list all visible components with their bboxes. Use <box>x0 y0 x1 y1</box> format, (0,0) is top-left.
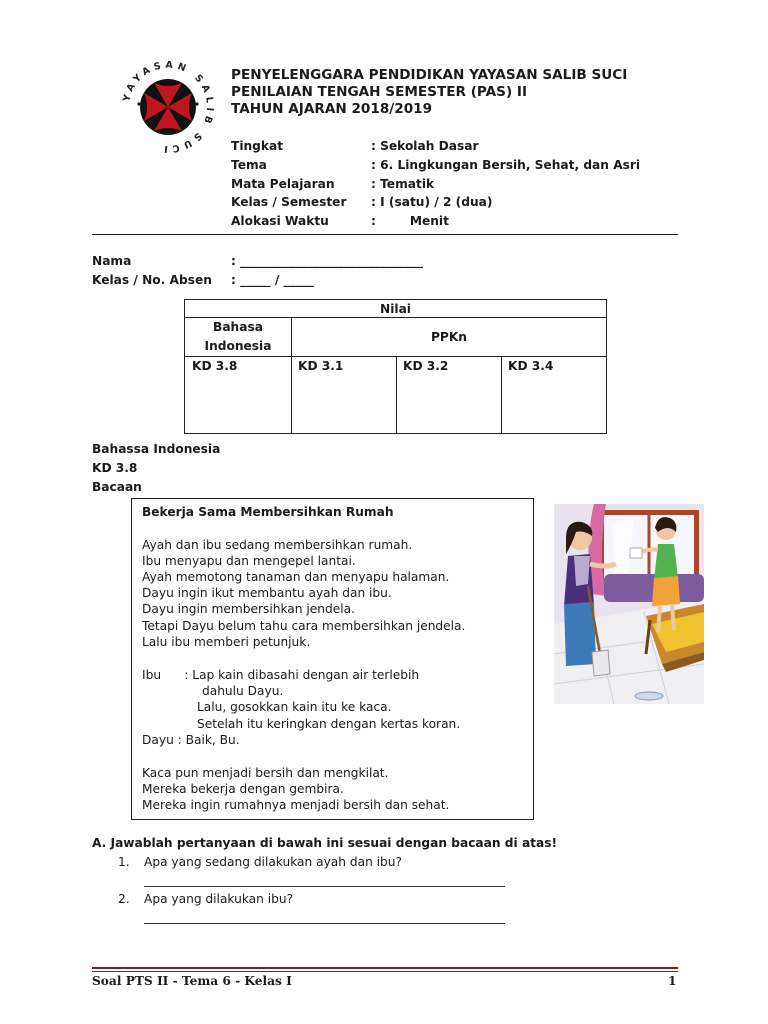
question-number: 2. <box>118 892 130 906</box>
reading-line: Dayu ingin ikut membantu ayah dan ibu. <box>142 586 392 600</box>
footer-rule-thin <box>92 971 678 972</box>
score-table <box>184 299 607 434</box>
score-cell-kd-3-8[interactable] <box>185 357 292 434</box>
meta-label: Kelas / Semester <box>231 195 347 209</box>
reading-line: Kaca pun menjadi bersih dan mengkilat. <box>142 766 389 780</box>
cleaning-illustration <box>554 504 704 704</box>
meta-label: Alokasi Waktu <box>231 214 329 228</box>
name-label: Nama <box>92 254 132 268</box>
score-cell-kd-3-2[interactable] <box>397 357 502 434</box>
question-text: Apa yang sedang dilakukan ayah dan ibu? <box>144 855 402 869</box>
header-exam: PENILAIAN TENGAH SEMESTER (PAS) II <box>231 84 528 100</box>
kd-label: KD 3.2 <box>403 359 449 373</box>
section-kd: KD 3.8 <box>92 461 138 475</box>
meta-row-kelas-semester <box>231 195 671 211</box>
question-text: Apa yang dilakukan ibu? <box>144 892 294 906</box>
reading-line: Setelah itu keringkan dengan kertas koran. <box>197 717 461 731</box>
section-reading-label: Bacaan <box>92 480 142 494</box>
reading-line: Dayu : Baik, Bu. <box>142 733 240 747</box>
reading-line: dahulu Dayu. <box>202 684 284 698</box>
reading-line: Tetapi Dayu belum tahu cara membersihkan jendela. <box>142 619 466 633</box>
meta-value: : Menit <box>371 214 449 228</box>
reading-line: Dayu ingin membersihkan jendela. <box>142 602 355 616</box>
yayasan-salib-suci-logo <box>116 55 220 159</box>
kd-label: KD 3.1 <box>298 359 344 373</box>
name-field[interactable]: : ______________________________ <box>231 254 423 268</box>
footer-page-number: 1 <box>668 974 677 988</box>
question-number: 1. <box>118 855 130 869</box>
meta-value: : Sekolah Dasar <box>371 139 479 153</box>
meta-value: : Tematik <box>371 177 435 191</box>
meta-row-alokasi-waktu <box>231 214 671 230</box>
meta-label: Tingkat <box>231 139 284 153</box>
meta-label: Tema <box>231 158 267 172</box>
score-cell-kd-3-4[interactable] <box>502 357 607 434</box>
section-subject: Bahassa Indonesia <box>92 442 221 456</box>
class-number-field[interactable]: : _____ / _____ <box>231 273 314 287</box>
reading-line: Lalu, gosokkan kain itu ke kaca. <box>197 700 392 714</box>
header-divider <box>92 234 678 235</box>
reading-line: Lalu ibu memberi petunjuk. <box>142 635 311 649</box>
questions-heading: A. Jawablah pertanyaan di bawah ini sesuai dengan bacaan di atas! <box>92 836 558 850</box>
reading-line: Ibu menyapu dan mengepel lantai. <box>142 554 356 568</box>
meta-row-tingkat <box>231 139 671 155</box>
reading-passage-box <box>131 498 534 820</box>
reading-line: Ibu : Lap kain dibasahi dengan air terlebih <box>142 668 420 682</box>
reading-line: Ayah dan ibu sedang membersihkan rumah. <box>142 538 413 552</box>
meta-row-tema <box>231 158 671 174</box>
meta-value: : I (satu) / 2 (dua) <box>371 195 493 209</box>
score-subject-ppkn: PPKn <box>292 318 607 357</box>
reading-line: Mereka ingin rumahnya menjadi bersih dan sehat. <box>142 798 450 812</box>
meta-row-mata-pelajaran <box>231 177 671 193</box>
header-org: PENYELENGGARA PENDIDIKAN YAYASAN SALIB SUCI <box>231 67 628 83</box>
kd-label: KD 3.8 <box>192 359 238 373</box>
footer-rule-thick <box>92 967 678 969</box>
score-subject-bahasa: Bahasa Indonesia <box>185 318 292 357</box>
meta-value: : 6. Lingkungan Bersih, Sehat, dan Asri <box>371 158 641 172</box>
class-number-label: Kelas / No. Absen <box>92 273 212 287</box>
footer-title: Soal PTS II - Tema 6 - Kelas I <box>92 974 292 988</box>
header-year: TAHUN AJARAN 2018/2019 <box>231 101 433 117</box>
answer-line-2[interactable] <box>144 923 505 924</box>
kd-label: KD 3.4 <box>508 359 554 373</box>
reading-line: Ayah memotong tanaman dan menyapu halaman. <box>142 570 450 584</box>
reading-line: Mereka bekerja dengan gembira. <box>142 782 344 796</box>
answer-line-1[interactable] <box>144 886 505 887</box>
meta-label: Mata Pelajaran <box>231 177 335 191</box>
score-cell-kd-3-1[interactable] <box>292 357 397 434</box>
logo-ring-text: YAYASAN SALIB SUCI <box>121 59 216 155</box>
score-table-title: Nilai <box>185 300 607 318</box>
reading-title: Bekerja Sama Membersihkan Rumah <box>142 505 394 519</box>
